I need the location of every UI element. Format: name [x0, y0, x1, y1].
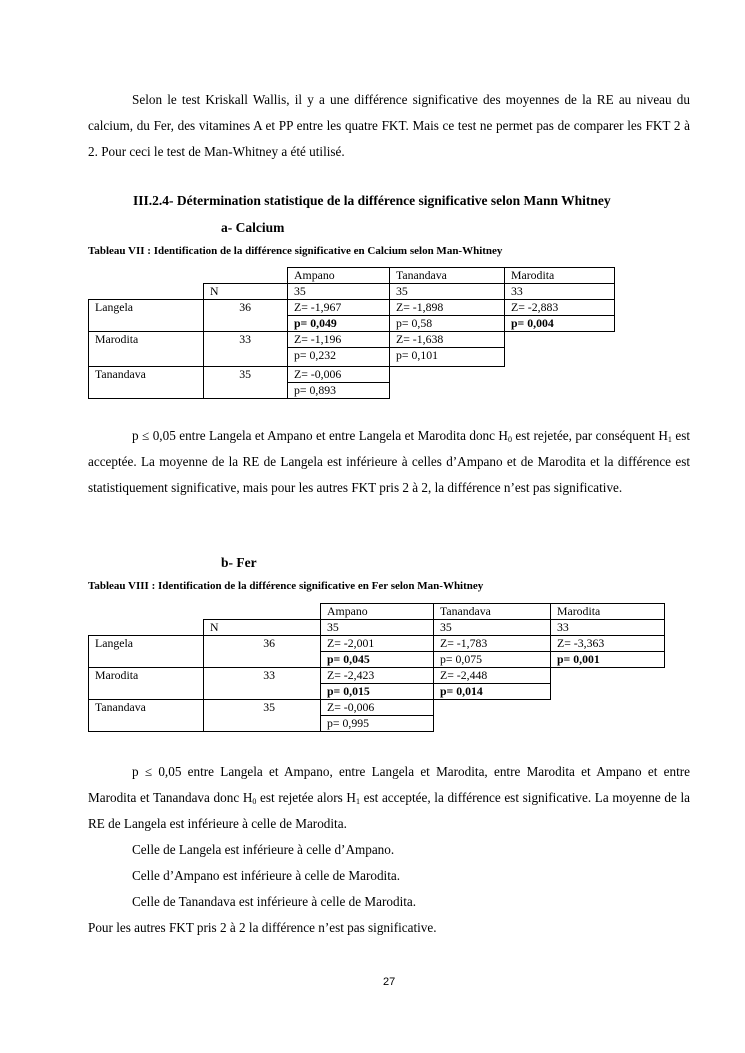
intro-paragraph: Selon le test Kriskall Wallis, il y a une différence significative des moyennes de la RE au niveau du calcium, du Fer, des vitamines A et PP entre les quatre FKT. Mais ce test ne permet pas de comparer les FKT 2 à 2. Pour ceci le test de Man-Whitney a été utilisé. — [88, 92, 690, 159]
row-label: Langela — [89, 300, 204, 316]
column-header: Marodita — [551, 604, 665, 620]
page-number: 27 — [383, 976, 396, 988]
table-cell: 35 — [390, 284, 505, 300]
fer-subtitle: b- Fer — [221, 555, 257, 570]
fer-line-2: Celle d’Ampano est inférieure à celle de Marodita. — [132, 868, 401, 883]
table-cell: p= 0,075 — [434, 652, 551, 668]
n-row — [89, 620, 665, 636]
table-cell: 35 — [321, 620, 434, 636]
table-row — [89, 716, 665, 732]
table-cell: p= 0,004 — [505, 316, 615, 332]
table-cell: 35 — [204, 366, 288, 382]
table-header-row — [89, 268, 615, 284]
table-row — [89, 652, 665, 668]
table-cell: 35 — [204, 700, 321, 716]
table-cell: 36 — [204, 300, 288, 316]
table-cell: Z= -1,196 — [288, 332, 390, 348]
table-cell: Z= -1,967 — [288, 300, 390, 316]
table-cell: 35 — [434, 620, 551, 636]
table-cell: p= 0,893 — [288, 382, 390, 398]
table-cell: Z= -2,423 — [321, 668, 434, 684]
table-cell: Z= -1,898 — [390, 300, 505, 316]
column-header: Marodita — [505, 268, 615, 284]
table-cell: 33 — [551, 620, 665, 636]
table-cell: p= 0,001 — [551, 652, 665, 668]
calcium-table — [88, 267, 615, 399]
table-cell: 35 — [288, 284, 390, 300]
row-label: Marodita — [89, 332, 204, 348]
table-cell: 33 — [204, 332, 288, 348]
row-label: Langela — [89, 636, 204, 652]
table-cell: p= 0,232 — [288, 348, 390, 367]
calcium-interpretation: p ≤ 0,05 entre Langela et Ampano et entre Langela et Marodita donc $H_0$ est rejetée, par conséquent $H_1$ est acceptée. La moyenne de la RE de Langela est inférieure à celles d’Ampano et de Marodita et la différence est statistiquement significative, mais pour les autres FKT pris 2 à 2, la différence n’est pas significative. — [88, 428, 691, 495]
fer-line-1: Celle de Langela est inférieure à celle d’Ampano. — [132, 842, 395, 857]
table-row — [89, 332, 615, 348]
table-cell: Z= -2,001 — [321, 636, 434, 652]
table-cell: p= 0,014 — [434, 684, 551, 700]
table-cell: p= 0,049 — [288, 316, 390, 332]
table-cell: p= 0,101 — [390, 348, 505, 367]
table-row — [89, 684, 665, 700]
table-row — [89, 636, 665, 652]
n-label: N — [204, 620, 321, 636]
table-row — [89, 366, 615, 382]
column-header: Tanandava — [434, 604, 551, 620]
fer-interpretation: p ≤ 0,05 entre Langela et Ampano, entre Langela et Marodita, entre Marodita et Ampano et entre Marodita et Tanandava donc $H_0$ est rejetée alors $H_1$ est acceptée, la différence est significative. La moyenne de la RE de Langela est inférieure à celle de Marodita. — [88, 764, 690, 831]
table-row — [89, 348, 615, 367]
table-cell: 33 — [204, 668, 321, 684]
table-cell: Z= -1,638 — [390, 332, 505, 348]
table-row — [89, 700, 665, 716]
table-cell: p= 0,015 — [321, 684, 434, 700]
calcium-table-caption: Tableau VII : Identification de la différence significative en Calcium selon Man-Whitney — [88, 245, 503, 257]
table-cell: Z= -0,006 — [321, 700, 434, 716]
table-cell: p= 0,58 — [390, 316, 505, 332]
table-cell: p= 0,995 — [321, 716, 434, 732]
table-cell: 36 — [204, 636, 321, 652]
column-header: Ampano — [288, 268, 390, 284]
table-header-row — [89, 604, 665, 620]
section-title: III.2.4- Détermination statistique de la différence significative selon Mann Whitney — [133, 193, 611, 208]
table-row — [89, 300, 615, 316]
fer-table-caption: Tableau VIII : Identification de la différence significative en Fer selon Man-Whitney — [88, 580, 484, 592]
table-cell: Z= -1,783 — [434, 636, 551, 652]
table-cell: Z= -0,006 — [288, 366, 390, 382]
n-label: N — [204, 284, 288, 300]
column-header: Ampano — [321, 604, 434, 620]
table-row — [89, 668, 665, 684]
fer-conclusion: Pour les autres FKT pris 2 à 2 la différence n’est pas significative. — [88, 920, 437, 935]
table-cell: Z= -2,448 — [434, 668, 551, 684]
fer-line-3: Celle de Tanandava est inférieure à celle de Marodita. — [132, 894, 417, 909]
row-label: Tanandava — [89, 366, 204, 382]
table-cell: Z= -3,363 — [551, 636, 665, 652]
row-label: Tanandava — [89, 700, 204, 716]
column-header: Tanandava — [390, 268, 505, 284]
table-cell: Z= -2,883 — [505, 300, 615, 316]
table-cell: p= 0,045 — [321, 652, 434, 668]
n-row — [89, 284, 615, 300]
row-label: Marodita — [89, 668, 204, 684]
fer-table — [88, 603, 665, 732]
table-row — [89, 382, 615, 398]
table-cell: 33 — [505, 284, 615, 300]
calcium-subtitle: a- Calcium — [221, 220, 285, 235]
table-row — [89, 316, 615, 332]
